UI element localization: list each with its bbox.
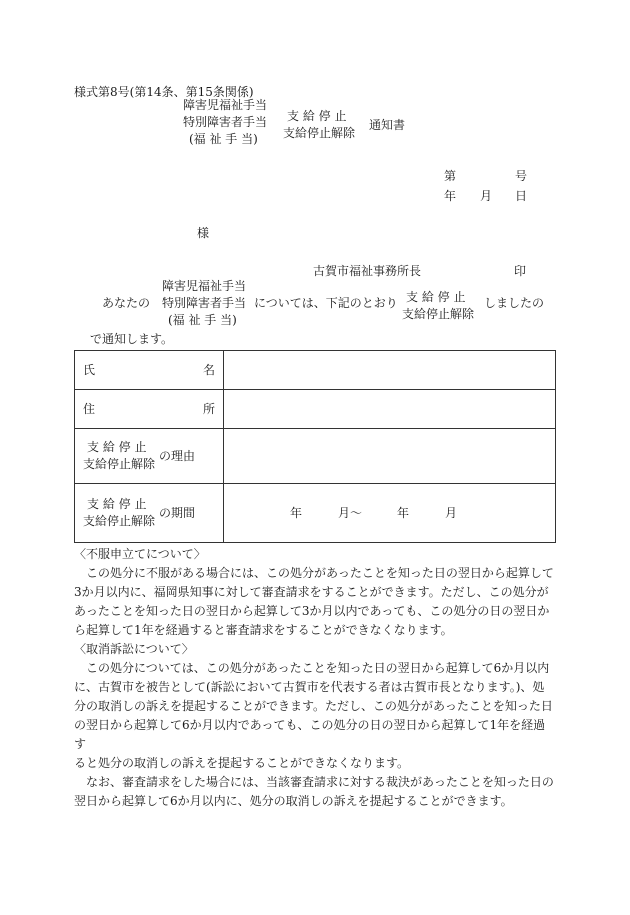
period-label-line: 支 給 停 止 (87, 497, 147, 511)
table-row-period (75, 484, 556, 543)
address-label-char: 所 (202, 402, 215, 416)
form-number: 様式第8号(第14条、第15条関係) (74, 85, 254, 99)
address-label (75, 390, 224, 429)
notice-allowance-types (162, 278, 246, 329)
lawsuit-heading: 〈取消訴訟について〉 (74, 642, 194, 656)
table-row-name (75, 351, 556, 390)
lawsuit-line: なお、審査請求をした場合には、当該審査請求に対する裁決があったことを知った日の (86, 775, 554, 789)
notice-middle: については、下記のとおり (254, 296, 398, 310)
appeal-line: ら起算して1年を経過すると審査請求をすることができなくなります。 (74, 623, 453, 637)
period-label-suffix: の期間 (159, 506, 196, 520)
name-label-char: 名 (202, 363, 215, 377)
header-action-types (283, 108, 355, 142)
lawsuit-line: 翌日から起算して6か月以内に、処分の取消しの訴えを提起することができます。 (74, 794, 513, 808)
header-allowance-type: 特別障害者手当 (183, 115, 268, 129)
header-action-type: 支 給 停 止 (287, 109, 347, 123)
notice-continuation: で通知します。 (90, 332, 174, 346)
notice-prefix: あなたの (102, 296, 151, 310)
lawsuit-line: 分の取消しの訴えを提起することができます。ただし、この処分があったことを知った日 (74, 699, 553, 713)
notice-action-type: 支給停止解除 (402, 307, 475, 321)
seal-mark: 印 (514, 264, 527, 278)
reason-label-line: 支 給 停 止 (87, 440, 147, 454)
number-go: 号 (515, 169, 528, 183)
name-field[interactable] (224, 351, 556, 390)
issuer-office: 古賀市福祉事務所長 (313, 264, 422, 278)
period-start-month: 月〜 (338, 506, 363, 520)
period-field[interactable] (224, 484, 556, 543)
period-label-line: 支給停止解除 (83, 514, 156, 528)
period-label (75, 484, 224, 543)
notice-action-type: 支 給 停 止 (406, 290, 466, 304)
lawsuit-line: の翌日から起算して6か月以内であっても、この処分の日の翌日から起算して1年を経過す (74, 718, 546, 751)
header-allowance-types (183, 97, 267, 148)
date-year: 年 (444, 189, 457, 203)
notice-allowance-type: 障害児福祉手当 (162, 279, 247, 293)
notice-allowance-type: (福 祉 手 当) (168, 313, 237, 327)
lawsuit-line: この処分については、この処分があったことを知った日の翌日から起算して6か月以内 (86, 661, 550, 675)
appeal-section (74, 545, 556, 640)
lawsuit-section (74, 640, 556, 811)
appeal-line: あったことを知った日の翌日から起算して3か月以内であっても、この処分の日の翌日か (74, 604, 550, 618)
notice-suffix: しましたの (484, 296, 545, 310)
name-label (75, 351, 224, 390)
appeal-line: この処分に不服がある場合には、この処分があったことを知った日の翌日から起算して (86, 566, 554, 580)
form-table (74, 350, 556, 543)
header-allowance-type: 障害児福祉手当 (183, 98, 268, 112)
date-day: 日 (515, 189, 528, 203)
appeal-heading: 〈不服申立てについて〉 (74, 547, 206, 561)
number-dai: 第 (444, 169, 457, 183)
header-action-type: 支給停止解除 (283, 126, 356, 140)
document-title: 通知書 (369, 118, 406, 132)
appeal-line: 3か月以内に、福岡県知事に対して審査請求をすることができます。ただし、この処分が (74, 585, 549, 599)
table-row-address (75, 390, 556, 429)
addressee-honorific: 様 (197, 226, 210, 240)
period-end-month: 月 (445, 506, 458, 520)
reason-label (75, 429, 224, 484)
lawsuit-line: に、古賀市を被告として(訴訟において古賀市を代表する者は古賀市長となります。)、処 (74, 680, 545, 694)
notice-action-types (402, 289, 474, 323)
reason-label-suffix: の理由 (159, 449, 196, 463)
lawsuit-line: ると処分の取消しの訴えを提起することができなくなります。 (74, 756, 410, 770)
reason-field[interactable] (224, 429, 556, 484)
name-label-char: 氏 (83, 363, 96, 377)
address-field[interactable] (224, 390, 556, 429)
date-month: 月 (480, 189, 493, 203)
header-allowance-type: (福 祉 手 当) (189, 132, 258, 146)
table-row-reason (75, 429, 556, 484)
notice-allowance-type: 特別障害者手当 (162, 296, 247, 310)
address-label-char: 住 (83, 402, 96, 416)
reason-label-line: 支給停止解除 (83, 457, 156, 471)
period-end-year: 年 (397, 506, 410, 520)
period-start-year: 年 (290, 506, 303, 520)
